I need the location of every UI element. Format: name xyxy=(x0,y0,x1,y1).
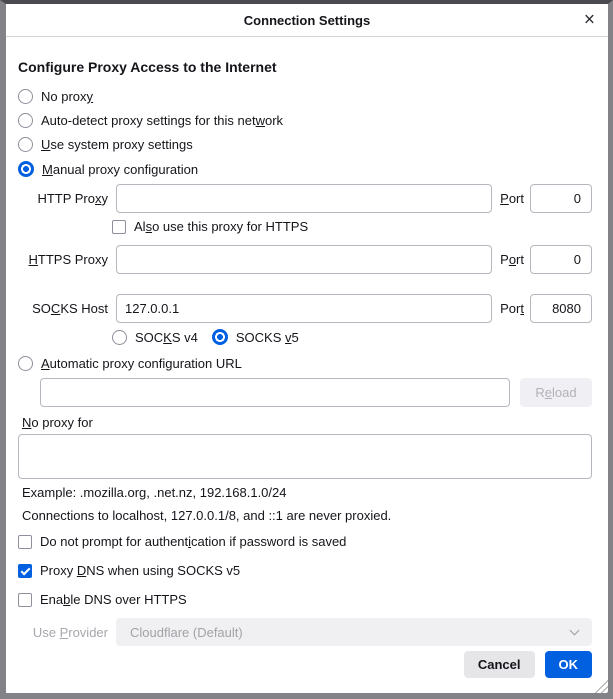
also-https-checkbox[interactable] xyxy=(112,219,592,234)
provider-select[interactable] xyxy=(116,618,592,646)
radio-label: Use system proxy settings xyxy=(41,137,193,152)
http-proxy-input[interactable] xyxy=(116,184,492,213)
close-icon[interactable]: × xyxy=(583,9,595,31)
socks-host-input[interactable] xyxy=(116,294,492,323)
radio-label: Manual proxy configuration xyxy=(42,161,199,177)
radio-icon xyxy=(212,329,228,345)
checkbox-icon xyxy=(18,535,32,549)
radio-manual-proxy[interactable] xyxy=(18,161,592,177)
socks-version-group xyxy=(112,329,592,345)
http-proxy-row xyxy=(18,184,592,213)
auto-config-url-input[interactable] xyxy=(40,378,510,407)
https-port-input[interactable] xyxy=(530,245,592,274)
http-port-input[interactable] xyxy=(530,184,592,213)
checkbox-label: Proxy DNS when using SOCKS v5 xyxy=(40,563,241,578)
https-proxy-label: HTTPS Proxy xyxy=(28,252,108,267)
radio-no-proxy[interactable] xyxy=(18,89,592,104)
radio-icon xyxy=(18,137,33,152)
no-proxy-example-text: Example: .mozilla.org, .net.nz, 192.168.1.0/24 xyxy=(22,485,287,500)
dialog-body xyxy=(6,37,608,693)
radio-socks-v5[interactable] xyxy=(212,329,299,345)
socks-port-input[interactable] xyxy=(530,294,592,323)
radio-label: Automatic proxy configuration URL xyxy=(41,356,242,371)
page-title: Configure Proxy Access to the Internet xyxy=(18,59,277,75)
socks-port-label: Port xyxy=(500,301,524,316)
footer-buttons xyxy=(18,651,592,678)
checkbox-label: Do not prompt for authentication if password is saved xyxy=(40,534,347,549)
https-proxy-row xyxy=(18,245,592,274)
radio-icon xyxy=(18,161,34,177)
checkbox-label: Enable DNS over HTTPS xyxy=(40,592,187,607)
dialog-title: Connection Settings xyxy=(243,12,371,28)
provider-row xyxy=(18,618,592,646)
auto-config-url-row xyxy=(40,378,592,407)
checkbox-icon xyxy=(18,593,32,607)
connection-settings-dialog xyxy=(6,4,608,693)
radio-label: Auto-detect proxy settings for this network xyxy=(41,113,284,128)
localhost-note-text: Connections to localhost, 127.0.0.1/8, and ::1 are never proxied. xyxy=(22,508,392,523)
radio-auto-detect[interactable] xyxy=(18,113,592,128)
provider-selected-value: Cloudflare (Default) xyxy=(130,624,243,640)
cancel-button[interactable]: Cancel xyxy=(464,651,535,678)
radio-socks-v4[interactable] xyxy=(112,329,198,345)
reload-button[interactable]: Reload xyxy=(520,378,592,407)
checkbox-icon xyxy=(18,564,32,578)
checkbox-label: Also use this proxy for HTTPS xyxy=(134,219,309,234)
title-bar xyxy=(6,4,608,37)
no-proxy-for-label: No proxy for xyxy=(22,415,93,430)
radio-icon xyxy=(18,356,33,371)
radio-icon xyxy=(18,113,33,128)
ok-button[interactable]: OK xyxy=(545,651,593,678)
http-proxy-label: HTTP Proxy xyxy=(37,191,108,206)
radio-icon xyxy=(18,89,33,104)
radio-label: SOCKS v4 xyxy=(135,329,198,345)
no-proxy-for-textarea[interactable] xyxy=(18,434,592,479)
chevron-down-icon xyxy=(570,626,580,636)
http-port-label: Port xyxy=(500,191,524,206)
radio-label: SOCKS v5 xyxy=(235,329,299,345)
radio-auto-config-url[interactable] xyxy=(18,356,592,371)
enable-doh-checkbox[interactable] xyxy=(18,592,592,607)
proxy-dns-checkbox[interactable] xyxy=(18,563,592,578)
socks-host-label: SOCKS Host xyxy=(32,301,108,316)
https-port-label: Port xyxy=(500,252,524,267)
radio-label: No proxy xyxy=(41,89,94,104)
socks-host-row xyxy=(18,294,592,323)
radio-icon xyxy=(112,330,127,345)
radio-use-system[interactable] xyxy=(18,137,592,152)
https-proxy-input[interactable] xyxy=(116,245,492,274)
use-provider-label: Use Provider xyxy=(32,624,108,640)
checkbox-icon xyxy=(112,220,126,234)
no-prompt-auth-checkbox[interactable] xyxy=(18,534,592,549)
